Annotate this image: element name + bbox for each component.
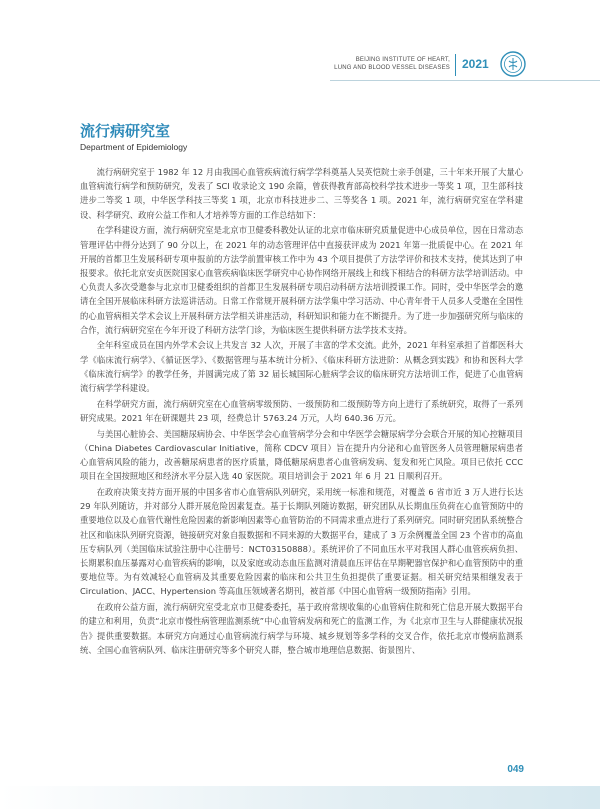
page-number: 049 xyxy=(507,764,524,775)
header-divider xyxy=(455,54,456,76)
paragraph: 在政府公益方面，流行病研究室受北京市卫健委委托，基于政府常规收集的心血管病住院和死亡信息开展大数据平台的建立和利用，负责“北京市慢性病管理监测系统”中心血管病发病和死亡的监测工作，为《北京市卫生与人群健康状况报告》提供重要数据。本研究方向通过心血管病流行病学与环境、城乡规划等多学科的交叉合作，依托北京市慢病监测系统、全国心血管病队列、临床注册研究等多个研究人群，整合城市地理信息数据、街景图片、 xyxy=(80,602,523,655)
institute-name xyxy=(334,56,450,72)
section-title-cn: 流行病研究室 xyxy=(80,122,171,140)
institute-name-line1: BEIJING INSTITUTE OF HEART, xyxy=(355,57,450,63)
paragraph: 流行病研究室于 1982 年 12 月由我国心血管疾病流行病学学科奠基人吴英恺院士亲手创建，三十年来开展了大量心血管病流行病学和预防研究，发表了 SCI 收录论文 190 余篇，曾获得教育部高校科学技术进步一等奖 1 项，卫生部科技进步二等奖 1 项，中华医学科技三等奖 1 项，北京市科技进步二、三等奖各 1 项。2021 年，流行病研究室在学科建设、科学研究、政府公益工作和人才培养等方面的工作总结如下： xyxy=(80,167,523,220)
paragraph: 与美国心脏协会、美国糖尿病协会、中华医学会心血管病学分会和中华医学会糖尿病学分会联合开展的知心控糖项目（China Diabetes Cardiovascular Initiative，简称 CDCV 项目）旨在提升内分泌和心血管医务人员管理糖尿病患者心血管病风险的能力，改善糖尿病患者的医疗质量，降低糖尿病患者心血管病发病、复发和死亡风险。项目已依托 CCC 项目在全国按照地区和经济水平分层入选 40 家医院。项目培训会于 2021 年 6 月 21 日顺利召开。 xyxy=(80,428,523,482)
page-header xyxy=(0,0,600,95)
institute-seal-icon xyxy=(500,51,526,77)
header-rule xyxy=(330,80,600,81)
body-text xyxy=(80,165,523,658)
section-heading xyxy=(80,122,187,152)
paragraph: 在政府决策支持方面开展的中国多省市心血管病队列研究，采用统一标准和规范，对覆盖 6 省市近 3 万人进行长达 29 年队列随访，并对部分人群开展危险因素复查。基于长期队列随访数据，研究团队从长期血压负荷在心血管预防中的重要地位以及心血管代谢性危险因素的新影响因素等心血管防治的不同需求重点进行了系列研究。同时研究团队系统整合社区和临床队列研究资源，链接研究对象自报数据和不同来源的大数据平台，建成了 3 万余例覆盖全国 23 个省市的高血压专病队列（美国临床试验注册中心注册号：NCT03150888）。系统评价了不同血压水平对我国人群心血管疾病负担、长期累积血压暴露对心血管疾病的影响，以及家庭或动态血压监测对清晨血压评估在早期靶器官保护和心血管预防中的重要地位等。为有效减轻心血管病及其重要危险因素的临床和公共卫生负担提供了重要证据。相关研究结果相继发表于 Circulation、JACC、Hypertension 等高血压领域著名期刊，被首部《中国心血管病一级预防指南》引用。 xyxy=(80,486,523,597)
report-year: 2021 xyxy=(462,57,489,71)
paragraph: 在学科建设方面，流行病研究室是北京市卫健委科教处认证的北京市临床研究质量促进中心成员单位，因在日常动态管理评估中得分达到了 90 分以上，在 2021 年的动态管理评估中直接获评成为 2021 年第一批质促中心。在 2021 年开展的首都卫生发展科研专项申报前的方法学前置审核工作中为 43 个项目提供了方法学评价和技术支持，使其达到了申报要求。依托北京安贞医院国家心血管疾病临床医学研究中心协作网络开展线上和线下相结合的科研方法学培训活动。中心负责人多次受邀参与北京市卫健委组织的首都卫生发展科研专项启动科研方法培训授课工作。同时，受中华医学会的邀请在全国开展临床科研方法巡讲活动。日常工作常规开展科研方法学集中学习活动、中心青年骨干人员多人受邀在全国性的心血管病相关学术会议上开展科研方法学相关讲座活动，科研知识和能力在不断提升。为了进一步加强研究所与临床的合作，流行病研究室在今年开设了科研方法学门诊，为临床医生提供科研方法学技术支持。 xyxy=(80,225,523,335)
paragraph: 全年科室成员在国内外学术会议上共发言 32 人次，开展了丰富的学术交流。此外，2021 年科室承担了首都医科大学《临床流行病学》、《循证医学》、《数据管理与基本统计分析》、《临床科研方法进阶：从概念到实践》和协和医科大学《临床流行病学》的教学任务，并圆满完成了第 32 届长城国际心脏病学会议的临床研究方法培训工作，促进了心血管病流行病学学科建设。 xyxy=(80,340,523,394)
institute-name-line2: LUNG AND BLOOD VESSEL DISEASES xyxy=(334,65,450,71)
footer-band xyxy=(0,786,600,809)
paragraph: 在科学研究方面，流行病研究室在心血管病零级预防、一级预防和二级预防等方向上进行了系统研究，取得了一系列研究成果。2021 年在研课题共 23 项，经费总计 5763.24 万元，人均 640.36 万元。 xyxy=(80,398,523,423)
section-title-en: Department of Epidemiology xyxy=(80,142,188,152)
